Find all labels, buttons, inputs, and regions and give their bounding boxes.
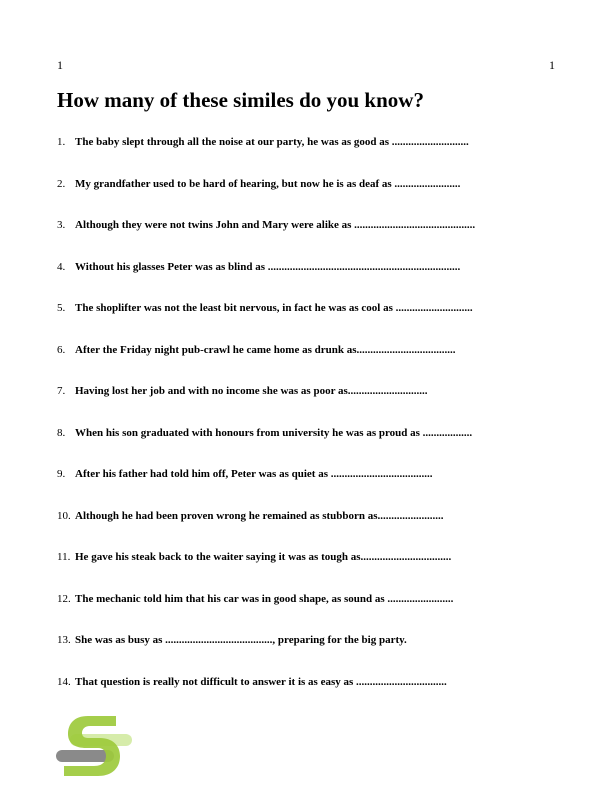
question-text: Having lost her job and with no income she was as poor as............................. <box>75 385 428 397</box>
question-text: The baby slept through all the noise at our party, he was as good as ............................ <box>75 136 469 148</box>
question-item <box>57 509 567 551</box>
question-text: After his father had told him off, Peter was as quiet as ..................................... <box>75 468 433 480</box>
question-item <box>57 135 567 177</box>
question-text: When his son graduated with honours from university he was as proud as .................. <box>75 426 473 439</box>
question-text: My grandfather used to be hard of hearing, but now he is as deaf as ........................ <box>75 177 461 190</box>
question-text: Although they were not twins John and Mary were alike as ............................................ <box>75 219 476 231</box>
question-text: Without his glasses Peter was as blind as ...................................................................... <box>75 260 461 273</box>
question-number: 10. <box>57 509 71 522</box>
logo-s-shape <box>64 716 120 776</box>
question-number: 4. <box>57 260 66 273</box>
question-list <box>57 135 567 716</box>
question-item <box>57 177 567 219</box>
question-text: After the Friday night pub-crawl he came home as drunk as.................................... <box>75 343 456 356</box>
question-text: He gave his steak back to the waiter saying it was as tough as................................. <box>75 551 452 563</box>
question-text: She was as busy as ......................................., preparing for the big party. <box>75 634 407 646</box>
page-number-left: 1 <box>57 58 63 72</box>
question-item <box>57 384 567 426</box>
question-text: The shoplifter was not the least bit nervous, in fact he was as cool as ............................ <box>75 302 473 314</box>
question-number: 7. <box>57 385 66 397</box>
question-number: 5. <box>57 302 66 314</box>
question-number: 11. <box>57 551 71 563</box>
question-text: That question is really not difficult to answer it is as easy as ................................. <box>75 675 447 688</box>
question-text: Although he had been proven wrong he remained as stubborn as........................ <box>75 509 444 522</box>
question-item <box>57 675 567 717</box>
s-logo-icon <box>54 712 142 778</box>
question-item <box>57 633 567 675</box>
question-number: 1. <box>57 136 66 148</box>
page-number-right: 1 <box>549 58 555 72</box>
question-item <box>57 260 567 302</box>
question-item <box>57 467 567 509</box>
question-item <box>57 426 567 468</box>
question-number: 14. <box>57 675 71 688</box>
question-number: 12. <box>57 592 71 605</box>
question-item <box>57 550 567 592</box>
question-item <box>57 592 567 634</box>
question-item <box>57 218 567 260</box>
question-number: 2. <box>57 177 66 190</box>
page-title: How many of these similes do you know? <box>57 88 424 112</box>
question-number: 13. <box>57 634 71 646</box>
question-item <box>57 301 567 343</box>
question-number: 3. <box>57 219 66 231</box>
question-text: The mechanic told him that his car was in good shape, as sound as ........................ <box>75 592 454 605</box>
question-number: 8. <box>57 426 66 439</box>
question-item <box>57 343 567 385</box>
question-number: 9. <box>57 468 66 480</box>
question-number: 6. <box>57 343 66 356</box>
